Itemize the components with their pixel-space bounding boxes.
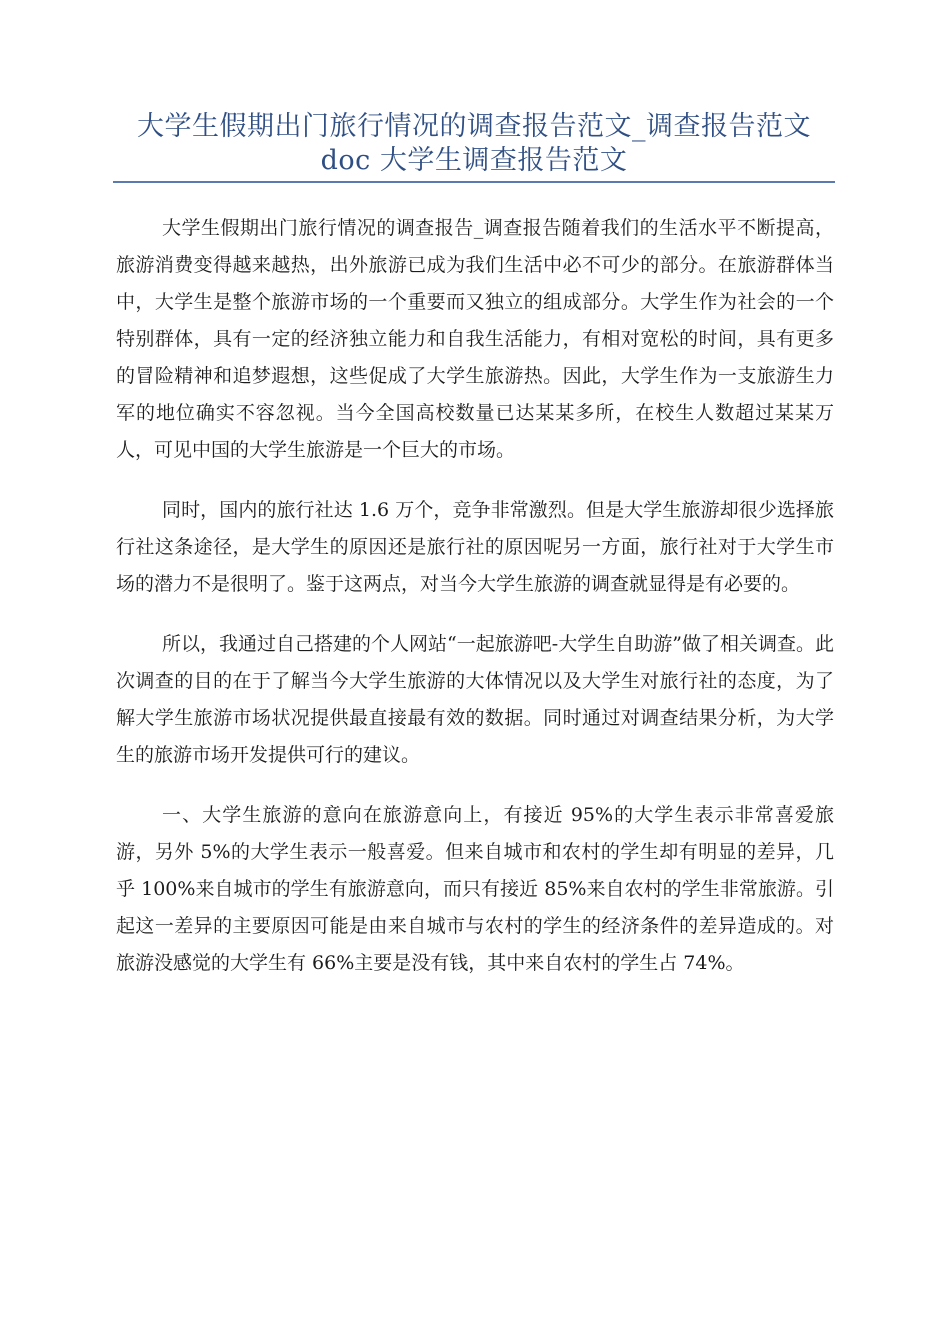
document-body [116, 210, 834, 1005]
paragraph-intro: 大学生假期出门旅行情况的调查报告_调查报告随着我们的生活水平不断提高，旅游消费变得越来越热，出外旅游已成为我们生活中必不可少的部分。在旅游群体当中，大学生是整个旅游市场的一个重要而又独立的组成部分。大学生作为社会的一个特别群体，具有一定的经济独立能力和自我生活能力，有相对宽松的时间，具有更多的冒险精神和追梦遐想，这些促成了大学生旅游热。因此，大学生作为一支旅游生力军的地位确实不容忽视。当今全国高校数量已达某某多所，在校生人数超过某某万人，可见中国的大学生旅游是一个巨大的市场。 [116, 217, 834, 461]
title-line-2: doc 大学生调查报告范文 [320, 145, 628, 176]
paragraph-travel-agencies: 同时，国内的旅行社达 1.6 万个，竞争非常激烈。但是大学生旅游却很少选择旅行社这条途径，是大学生的原因还是旅行社的原因呢另一方面，旅行社对于大学生市场的潜力不是很明了。鉴于这两点，对当今大学生旅游的调查就显得是有必要的。 [116, 499, 834, 595]
title-line-1: 大学生假期出门旅行情况的调查报告范文_调查报告范文 [137, 111, 811, 142]
document-title [113, 110, 835, 183]
paragraph-survey-purpose: 所以，我通过自己搭建的个人网站“一起旅游吧-大学生自助游”做了相关调查。此次调查的目的在于了解当今大学生旅游的大体情况以及大学生对旅行社的态度，为了解大学生旅游市场状况提供最直接最有效的数据。同时通过对调查结果分析，为大学生的旅游市场开发提供可行的建议。 [116, 633, 834, 766]
paragraph-travel-intention: 一、大学生旅游的意向在旅游意向上，有接近 95%的大学生表示非常喜爱旅游，另外 5%的大学生表示一般喜爱。但来自城市和农村的学生却有明显的差异，几乎 100%来自城市的学生有旅游意向，而只有接近 85%来自农村的学生非常旅游。引起这一差异的主要原因可能是由来自城市与农村的学生的经济条件的差异造成的。对旅游没感觉的大学生有 66%主要是没有钱，其中来自农村的学生占 74%。 [116, 804, 834, 974]
